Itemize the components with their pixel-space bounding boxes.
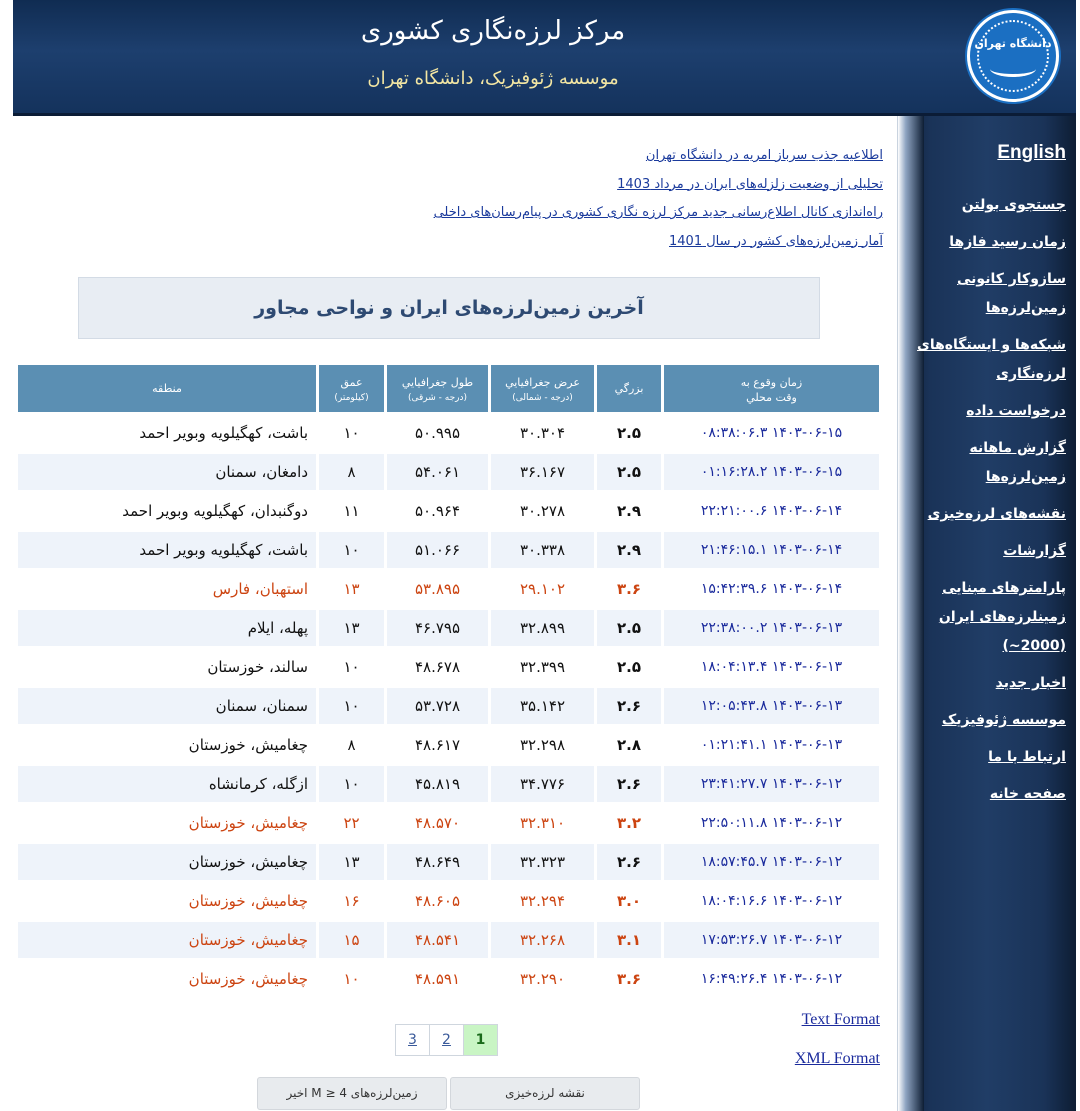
site-title: مرکز لرزه‌نگاری کشوری	[360, 16, 626, 46]
cell-depth: ۱۱	[343, 502, 360, 520]
table-row[interactable]	[18, 844, 879, 880]
col-lat-label: عرض جغرافيايي	[505, 375, 580, 389]
cell-longitude: ۵۰.۹۹۵	[414, 424, 461, 442]
cell-depth: ۱۳	[343, 580, 360, 598]
cell-time: ۱۴۰۳-۰۶-۱۵ ۰۸:۳۸:۰۶.۳	[700, 425, 843, 441]
cell-latitude: ۳۵.۱۴۲	[491, 688, 594, 724]
cell-region: دوگنبدان، کهگیلویه وبویر احمد	[122, 502, 308, 520]
table-row[interactable]	[18, 649, 879, 685]
cell-region: چغامیش، خوزستان	[188, 736, 308, 754]
table-row[interactable]	[18, 454, 879, 490]
table-row[interactable]	[18, 532, 879, 568]
page-2-link[interactable]: 2	[429, 1024, 464, 1056]
cell-depth: ۱۵	[319, 922, 384, 958]
sidebar-menu	[906, 190, 1066, 816]
cell-longitude: ۵۳.۷۲۸	[387, 688, 488, 724]
cell-depth: ۱۰	[319, 688, 384, 724]
sidebar-item-phase-arrivals[interactable]: زمان رسید فازها	[949, 234, 1066, 250]
cell-magnitude: ۲.۵	[597, 454, 661, 490]
cell-region: چغامیش، خوزستان	[18, 922, 316, 958]
page-1-current[interactable]: 1	[463, 1024, 498, 1056]
table-row[interactable]	[18, 571, 879, 607]
news-link-1[interactable]: اطلاعیه جذب سرباز امریه در دانشگاه تهران	[645, 148, 883, 163]
cell-region: سالند، خوزستان	[207, 658, 308, 676]
sidebar-item	[906, 705, 1066, 734]
sidebar-item-seismicity-maps[interactable]: نقشه‌های لرزه‌خیزی	[927, 506, 1066, 522]
cell-time: ۱۴۰۳-۰۶-۱۲ ۱۶:۴۹:۲۶.۴	[700, 971, 843, 987]
table-row[interactable]	[18, 961, 879, 997]
sidebar-item-networks-stations[interactable]: شبکه‌ها و ایستگاه‌های لرزه‌نگاری	[916, 337, 1066, 382]
logo-wings-icon	[990, 61, 1036, 77]
table-row[interactable]	[18, 415, 879, 451]
cell-time: ۱۴۰۳-۰۶-۱۲ ۱۷:۵۳:۲۶.۷	[664, 922, 879, 958]
col-lat-sub: (درجه - شمالی)	[512, 392, 573, 403]
cell-time: ۱۴۰۳-۰۶-۱۳ ۰۱:۲۱:۴۱.۱	[700, 737, 843, 753]
cell-depth: ۸	[319, 454, 384, 490]
cell-longitude: ۵۰.۹۶۴	[414, 502, 461, 520]
table-row[interactable]	[18, 727, 879, 763]
cell-depth: ۱۰	[343, 970, 360, 988]
cell-longitude: ۵۳.۸۹۵	[414, 580, 461, 598]
logo-ring	[977, 20, 1049, 92]
sidebar-item-reports[interactable]: گزارشات	[1003, 543, 1066, 559]
cell-magnitude: ۳.۲	[616, 814, 641, 832]
university-logo[interactable]	[967, 10, 1059, 102]
earthquake-table	[15, 362, 882, 1000]
left-margin	[0, 116, 13, 1111]
cell-magnitude: ۲.۸	[616, 736, 641, 754]
main-content	[13, 116, 898, 1111]
site-subtitle: موسسه ژئوفیزیک، دانشگاه تهران	[367, 68, 619, 89]
col-depth-label: عمق	[340, 375, 363, 389]
cell-region: چغامیش، خوزستان	[18, 844, 316, 880]
cell-time: ۱۴۰۳-۰۶-۱۲ ۲۳:۴۱:۲۷.۷	[664, 766, 879, 802]
cell-latitude: ۳۲.۲۹۸	[519, 736, 566, 754]
cell-time: ۱۴۰۳-۰۶-۱۳ ۲۲:۳۸:۰۰.۲	[664, 610, 879, 646]
cell-longitude: ۴۵.۸۱۹	[387, 766, 488, 802]
cell-magnitude: ۲.۵	[616, 424, 641, 442]
sidebar-item	[906, 499, 1066, 528]
seismicity-map-button[interactable]: نقشه لرزه‌خیزی	[450, 1077, 640, 1110]
cell-region: باشت، کهگیلویه وبویر احمد	[139, 424, 308, 442]
cell-region: چغامیش، خوزستان	[188, 892, 308, 910]
cell-depth: ۱۰	[343, 658, 360, 676]
cell-depth: ۸	[347, 736, 356, 754]
cell-time: ۱۴۰۳-۰۶-۱۳ ۱۲:۰۵:۴۳.۸	[664, 688, 879, 724]
sidebar-item	[906, 779, 1066, 808]
table-row[interactable]	[18, 922, 879, 958]
sidebar-item	[906, 536, 1066, 565]
cell-longitude: ۴۸.۶۰۵	[414, 892, 461, 910]
cell-depth: ۱۰	[319, 766, 384, 802]
english-link[interactable]: English	[997, 142, 1066, 163]
sidebar-item	[906, 742, 1066, 771]
sidebar-item-focal-mechanism[interactable]: سازوکار کانونی زمین‌لرزه‌ها	[957, 271, 1066, 316]
sidebar-item	[906, 190, 1066, 219]
cell-time: ۱۴۰۳-۰۶-۱۲ ۱۸:۰۴:۱۶.۶	[700, 893, 843, 909]
sidebar-item-bulletin-search[interactable]: جستجوی بولتن	[961, 197, 1066, 213]
table-row[interactable]	[18, 688, 879, 724]
cell-region: باشت، کهگیلویه وبویر احمد	[18, 532, 316, 568]
sidebar-item-news[interactable]: اخبار جدید	[995, 675, 1066, 691]
sidebar-item	[906, 573, 1066, 660]
cell-latitude: ۳۲.۳۲۳	[491, 844, 594, 880]
cell-magnitude: ۲.۵	[616, 658, 641, 676]
cell-longitude: ۴۸.۶۷۸	[414, 658, 461, 676]
sidebar-item-home[interactable]: صفحه خانه	[989, 786, 1066, 802]
cell-time: ۱۴۰۳-۰۶-۱۲ ۱۸:۵۷:۴۵.۷	[664, 844, 879, 880]
cell-latitude: ۳۶.۱۶۷	[491, 454, 594, 490]
cell-region: دامغان، سمنان	[18, 454, 316, 490]
sidebar-item	[906, 330, 1066, 388]
cell-region: ازگله، کرمانشاه	[18, 766, 316, 802]
cell-magnitude: ۲.۹	[616, 502, 641, 520]
cell-longitude: ۴۶.۷۹۵	[387, 610, 488, 646]
cell-region: سمنان، سمنان	[18, 688, 316, 724]
cell-region: پهله، ایلام	[18, 610, 316, 646]
cell-latitude: ۳۲.۸۹۹	[491, 610, 594, 646]
cell-time: ۱۴۰۳-۰۶-۱۵ ۰۱:۱۶:۲۸.۲	[664, 454, 879, 490]
col-lon-label: طول جغرافيايي	[401, 375, 474, 389]
sidebar-item	[906, 396, 1066, 425]
col-time	[664, 365, 879, 412]
cell-longitude: ۴۸.۶۱۷	[414, 736, 461, 754]
col-lat	[491, 365, 594, 412]
sidebar-item-data-request[interactable]: درخواست داده	[966, 403, 1066, 419]
cell-time: ۱۴۰۳-۰۶-۱۴ ۲۱:۴۶:۱۵.۱	[664, 532, 879, 568]
cell-magnitude: ۳.۶	[616, 580, 641, 598]
news-link-4[interactable]: آمار زمین‌لرزه‌های کشور در سال 1401	[669, 233, 883, 249]
cell-magnitude: ۲.۹	[597, 532, 661, 568]
table-row[interactable]	[18, 610, 879, 646]
cell-latitude: ۳۰.۲۷۸	[519, 502, 566, 520]
site-header	[13, 0, 1076, 116]
cell-latitude: ۳۲.۳۹۹	[519, 658, 566, 676]
cell-magnitude: ۲.۶	[597, 844, 661, 880]
cell-latitude: ۲۹.۱۰۲	[519, 580, 566, 598]
sidebar-item	[906, 668, 1066, 697]
table-row[interactable]	[18, 883, 879, 919]
cell-time: ۱۴۰۳-۰۶-۱۴ ۲۲:۲۱:۰۰.۶	[700, 503, 843, 519]
cell-magnitude: ۳.۶	[616, 970, 641, 988]
cell-longitude: ۴۸.۵۷۰	[414, 814, 461, 832]
text-format-link[interactable]: Text Format	[801, 1011, 880, 1028]
cell-longitude: ۴۸.۵۹۱	[414, 970, 461, 988]
col-region: منطقه	[18, 365, 316, 412]
cell-depth: ۱۶	[343, 892, 360, 910]
page-3-link[interactable]: 3	[395, 1024, 430, 1056]
cell-longitude: ۵۴.۰۶۱	[387, 454, 488, 490]
table-row[interactable]	[18, 805, 879, 841]
sidebar-item	[906, 264, 1066, 322]
sidebar	[898, 116, 1076, 1111]
cell-depth: ۱۰	[319, 532, 384, 568]
section-title: آخرین زمین‌لرزه‌های ایران و نواحی مجاور	[78, 277, 820, 339]
cell-latitude: ۳۲.۲۶۸	[491, 922, 594, 958]
col-lon	[387, 365, 488, 412]
cell-latitude: ۳۰.۳۰۴	[519, 424, 566, 442]
sidebar-item	[906, 433, 1066, 491]
sidebar-item-institute[interactable]: موسسه ژئوفیزیک	[941, 712, 1066, 728]
sidebar-item-base-parameters[interactable]: پارامترهای مبنایی زمینلرزه‌های ایران (2000~)	[938, 580, 1066, 654]
sidebar-item	[906, 227, 1066, 256]
col-time-label: زمان وقوع به	[740, 375, 803, 389]
col-depth-sub: (کيلومتر)	[334, 392, 369, 403]
pagination	[396, 1024, 498, 1056]
cell-depth: ۲۲	[343, 814, 360, 832]
cell-latitude: ۳۲.۲۹۴	[519, 892, 566, 910]
cell-longitude: ۵۱.۰۶۶	[387, 532, 488, 568]
news-link-2[interactable]: تحلیلی از وضعیت زلزله‌های ایران در مرداد 1403	[617, 176, 883, 192]
cell-time: ۱۴۰۳-۰۶-۱۳ ۱۸:۰۴:۱۳.۴	[700, 659, 843, 675]
table-header-row	[18, 365, 879, 412]
cell-magnitude: ۳.۱	[597, 922, 661, 958]
sidebar-item-contact[interactable]: ارتباط با ما	[988, 749, 1066, 765]
recent-m4-button[interactable]: زمین‌لرزه‌های M ≥ 4 اخیر	[257, 1077, 447, 1110]
cell-depth: ۱۳	[319, 844, 384, 880]
xml-format-link[interactable]: XML Format	[794, 1050, 880, 1067]
cell-region: چغامیش، خوزستان	[188, 970, 308, 988]
col-mag: بزرگي	[597, 365, 661, 412]
cell-depth: ۱۰	[343, 424, 360, 442]
cell-magnitude: ۲.۶	[597, 766, 661, 802]
cell-time: ۱۴۰۳-۰۶-۱۲ ۲۲:۵۰:۱۱.۸	[700, 815, 843, 831]
cell-latitude: ۳۲.۲۹۰	[519, 970, 566, 988]
cell-region: استهبان، فارس	[212, 580, 308, 598]
logo-text: دانشگاه تهران	[974, 37, 1052, 50]
cell-depth: ۱۳	[319, 610, 384, 646]
cell-longitude: ۴۸.۶۴۹	[387, 844, 488, 880]
col-lon-sub: (درجه - شرقی)	[407, 392, 468, 403]
news-link-3[interactable]: راه‌اندازی کانال اطلاع‌رسانی جدید مرکز لرزه نگاری کشوری در پیام‌رسان‌های داخلی	[433, 205, 883, 220]
news-list	[283, 142, 883, 256]
cell-magnitude: ۲.۵	[597, 610, 661, 646]
cell-latitude: ۳۲.۳۱۰	[519, 814, 566, 832]
table-row[interactable]	[18, 493, 879, 529]
cell-region: چغامیش، خوزستان	[188, 814, 308, 832]
col-depth	[319, 365, 384, 412]
sidebar-item-monthly-report[interactable]: گزارش ماهانه زمین‌لرزه‌ها	[969, 440, 1066, 485]
col-time-sub: وقت محلي	[746, 390, 797, 404]
cell-latitude: ۳۰.۳۳۸	[491, 532, 594, 568]
cell-time: ۱۴۰۳-۰۶-۱۴ ۱۵:۴۲:۳۹.۶	[700, 581, 843, 597]
table-body	[18, 415, 879, 997]
cell-latitude: ۳۴.۷۷۶	[491, 766, 594, 802]
cell-longitude: ۴۸.۵۴۱	[387, 922, 488, 958]
table-row[interactable]	[18, 766, 879, 802]
cell-magnitude: ۳.۰	[616, 892, 641, 910]
bottom-buttons	[257, 1077, 643, 1110]
cell-magnitude: ۲.۶	[597, 688, 661, 724]
